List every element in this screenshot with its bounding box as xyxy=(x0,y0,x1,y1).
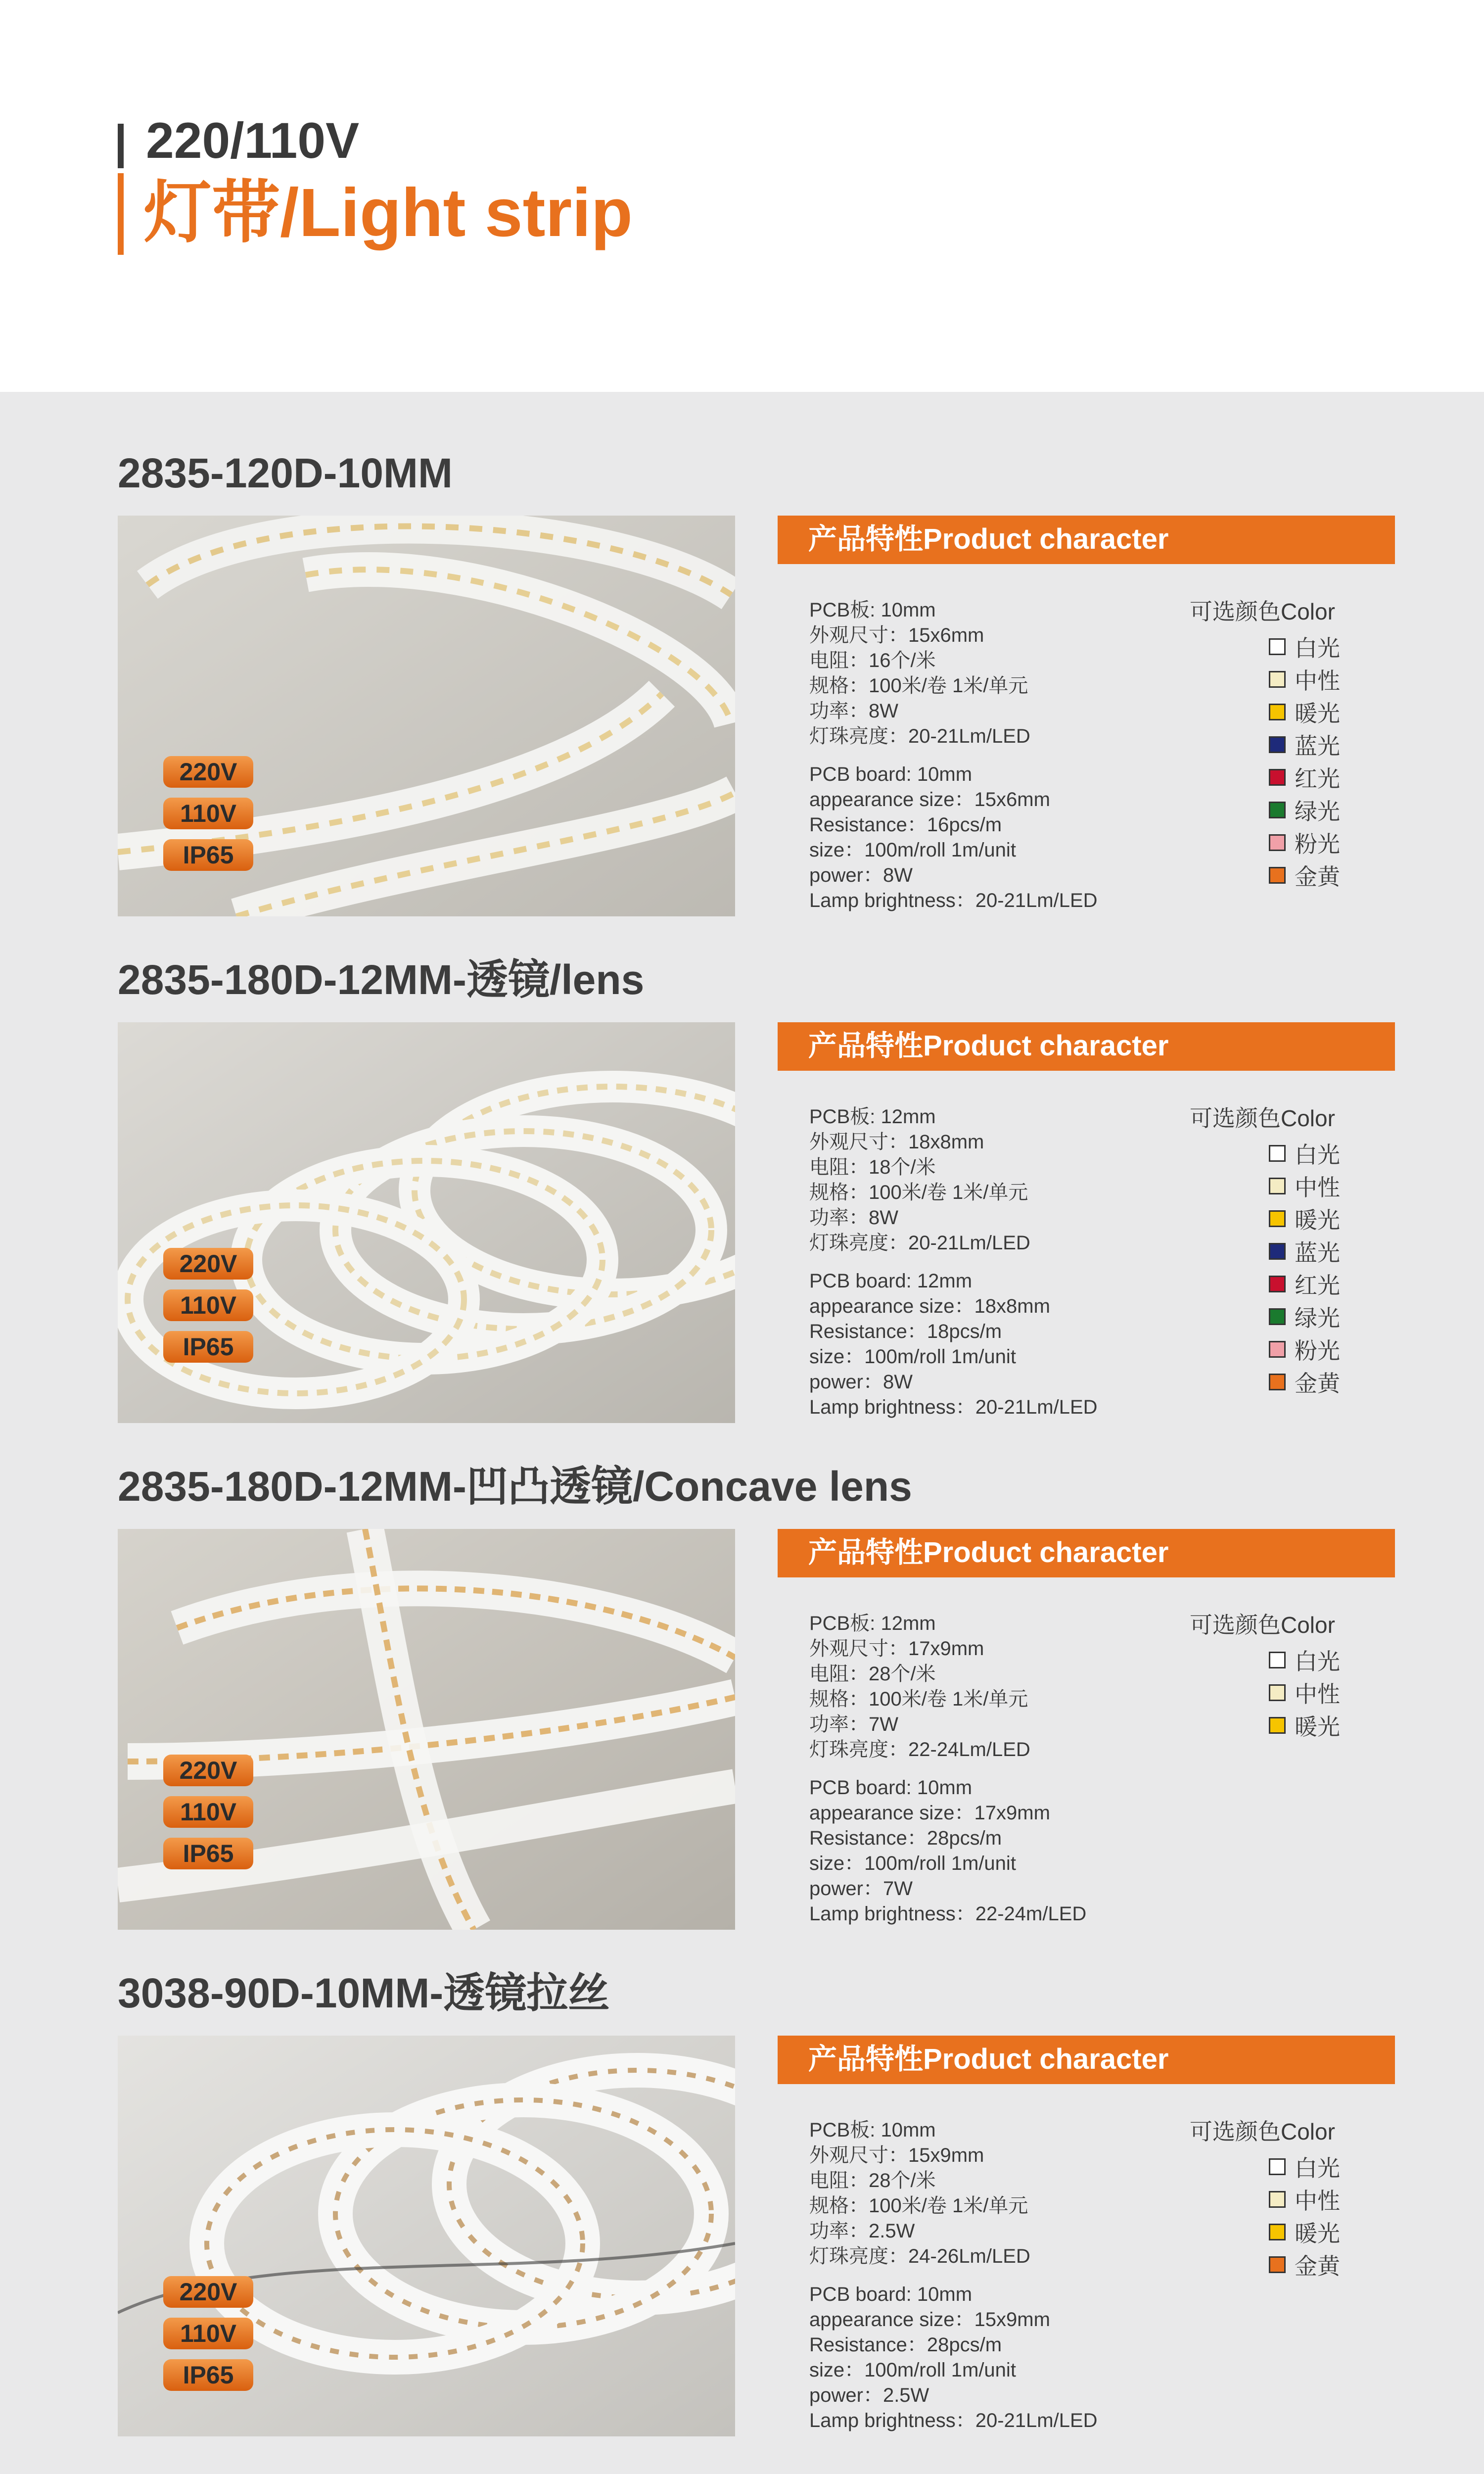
color-swatch-list xyxy=(1269,2150,1340,2281)
swatch-box xyxy=(1269,1652,1286,1668)
badge-ip65: IP65 xyxy=(163,839,253,871)
spec-cn-pcb: PCB板: 12mm xyxy=(809,1106,936,1128)
spec-en-resistance: Resistance：16pcs/m xyxy=(809,814,1002,836)
spec-en-size: appearance size：17x9mm xyxy=(809,1802,1050,1824)
badge-group xyxy=(163,1755,253,1879)
badge-110v: 110V xyxy=(163,2318,253,2349)
product-photo xyxy=(118,516,735,916)
spec-list xyxy=(809,598,1098,913)
header-title: 灯带/Light strip xyxy=(143,175,633,251)
product-title: 2835-180D-12MM-凹凸透镜/Concave lens xyxy=(118,1463,912,1510)
color-gold: 金黄 xyxy=(1269,859,1340,892)
spec-en-resistance: Resistance：18pcs/m xyxy=(809,1321,1002,1342)
color-swatch-list xyxy=(1269,630,1340,892)
badge-220v: 220V xyxy=(163,1755,253,1786)
spec-en-size: appearance size：15x6mm xyxy=(809,789,1050,810)
swatch-box xyxy=(1269,1684,1286,1701)
color-green: 绿光 xyxy=(1269,794,1340,826)
product-character-bar xyxy=(778,1529,1395,1577)
product-section-4 xyxy=(0,1969,1484,2474)
swatch-box xyxy=(1269,769,1286,786)
color-gold: 金黄 xyxy=(1269,2248,1340,2281)
badge-group xyxy=(163,1248,253,1373)
product-section-1 xyxy=(0,449,1484,956)
product-character-label: 产品特性Product character xyxy=(808,1030,1169,1062)
header-accent-bar-orange xyxy=(118,173,124,255)
spec-list xyxy=(809,1104,1098,1420)
color-white: 白光 xyxy=(1269,2150,1340,2183)
spec-en-resistance: Resistance：28pcs/m xyxy=(809,2334,1002,2356)
color-neutral: 中性 xyxy=(1269,1170,1340,1202)
color-red: 红光 xyxy=(1269,1268,1340,1300)
badge-220v: 220V xyxy=(163,2276,253,2308)
color-warm: 暖光 xyxy=(1269,1202,1340,1235)
spec-cn-resistance: 电阻：18个/米 xyxy=(809,1156,936,1178)
swatch-box xyxy=(1269,2224,1286,2240)
spec-cn-roll: 规格：100米/卷 1米/单元 xyxy=(809,1182,1028,1203)
color-options-title: 可选颜色Color xyxy=(1190,1612,1335,1638)
swatch-box xyxy=(1269,1308,1286,1325)
spec-en-power: power：7W xyxy=(809,1878,913,1900)
product-section-2 xyxy=(0,956,1484,1463)
spec-en-power: power：8W xyxy=(809,1371,913,1393)
color-warm: 暖光 xyxy=(1269,696,1340,728)
color-options-title: 可选颜色Color xyxy=(1190,1105,1335,1131)
badge-ip65: IP65 xyxy=(163,2359,253,2391)
product-section-3 xyxy=(0,1463,1484,1969)
swatch-box xyxy=(1269,1374,1286,1390)
product-character-bar xyxy=(778,1022,1395,1071)
swatch-box xyxy=(1269,2256,1286,2273)
color-warm: 暖光 xyxy=(1269,1709,1340,1742)
swatch-box xyxy=(1269,638,1286,655)
swatch-box xyxy=(1269,2191,1286,2208)
badge-group xyxy=(163,756,253,881)
spec-en-brightness: Lamp brightness：22-24m/LED xyxy=(809,1903,1087,1925)
swatch-box xyxy=(1269,1145,1286,1162)
color-blue: 蓝光 xyxy=(1269,1235,1340,1268)
spec-cn-brightness: 灯珠亮度：20-21Lm/LED xyxy=(809,725,1030,747)
product-title: 3038-90D-10MM-透镜拉丝 xyxy=(118,1970,610,2016)
swatch-box xyxy=(1269,2158,1286,2175)
color-white: 白光 xyxy=(1269,1644,1340,1676)
color-red: 红光 xyxy=(1269,761,1340,794)
spec-cn-brightness: 灯珠亮度：24-26Lm/LED xyxy=(809,2245,1030,2267)
product-character-label: 产品特性Product character xyxy=(808,523,1169,555)
color-swatch-list xyxy=(1269,1644,1340,1742)
color-swatch-list xyxy=(1269,1137,1340,1398)
color-green: 绿光 xyxy=(1269,1300,1340,1333)
spec-cn-resistance: 电阻：28个/米 xyxy=(809,1663,936,1685)
product-photo xyxy=(118,1022,735,1423)
spec-cn-size: 外观尺寸：18x8mm xyxy=(809,1131,984,1153)
product-title: 2835-180D-12MM-透镜/lens xyxy=(118,956,645,1003)
swatch-box xyxy=(1269,867,1286,884)
swatch-box xyxy=(1269,834,1286,851)
spec-cn-size: 外观尺寸：15x6mm xyxy=(809,624,984,646)
spec-en-size: appearance size：15x9mm xyxy=(809,2309,1050,2331)
spec-cn-resistance: 电阻：28个/米 xyxy=(809,2170,936,2191)
badge-110v: 110V xyxy=(163,1796,253,1828)
color-warm: 暖光 xyxy=(1269,2216,1340,2248)
page-header xyxy=(0,0,1484,392)
spec-en-roll: size：100m/roll 1m/unit xyxy=(809,2359,1016,2381)
spec-cn-power: 功率：8W xyxy=(809,700,898,722)
swatch-box xyxy=(1269,1178,1286,1194)
spec-list xyxy=(809,1611,1086,1927)
spec-list xyxy=(809,2118,1098,2433)
product-title: 2835-120D-10MM xyxy=(118,450,453,496)
product-character-bar xyxy=(778,2036,1395,2084)
spec-en-roll: size：100m/roll 1m/unit xyxy=(809,1346,1016,1368)
product-photo xyxy=(118,1529,735,1930)
color-pink: 粉光 xyxy=(1269,826,1340,859)
header-voltage: 220/110V xyxy=(146,112,360,169)
swatch-box xyxy=(1269,802,1286,818)
badge-ip65: IP65 xyxy=(163,1331,253,1363)
color-blue: 蓝光 xyxy=(1269,728,1340,761)
swatch-box xyxy=(1269,1276,1286,1292)
spec-cn-power: 功率：7W xyxy=(809,1713,898,1735)
spec-cn-roll: 规格：100米/卷 1米/单元 xyxy=(809,1688,1028,1710)
product-photo xyxy=(118,2036,735,2436)
spec-en-roll: size：100m/roll 1m/unit xyxy=(809,839,1016,861)
spec-cn-pcb: PCB板: 12mm xyxy=(809,1613,936,1634)
spec-en-brightness: Lamp brightness：20-21Lm/LED xyxy=(809,1396,1098,1418)
spec-en-pcb: PCB board: 12mm xyxy=(809,1270,973,1292)
spec-cn-brightness: 灯珠亮度：22-24Lm/LED xyxy=(809,1739,1030,1760)
spec-en-resistance: Resistance：28pcs/m xyxy=(809,1827,1002,1849)
color-pink: 粉光 xyxy=(1269,1333,1340,1366)
spec-en-brightness: Lamp brightness：20-21Lm/LED xyxy=(809,2410,1098,2431)
badge-110v: 110V xyxy=(163,1289,253,1321)
swatch-box xyxy=(1269,1341,1286,1358)
swatch-box xyxy=(1269,1243,1286,1260)
product-character-label: 产品特性Product character xyxy=(808,2043,1169,2075)
spec-en-size: appearance size：18x8mm xyxy=(809,1295,1050,1317)
badge-ip65: IP65 xyxy=(163,1838,253,1869)
badge-220v: 220V xyxy=(163,756,253,788)
color-neutral: 中性 xyxy=(1269,663,1340,696)
spec-en-pcb: PCB board: 10mm xyxy=(809,763,973,785)
spec-cn-roll: 规格：100米/卷 1米/单元 xyxy=(809,675,1028,697)
spec-cn-power: 功率：2.5W xyxy=(809,2220,915,2242)
spec-cn-resistance: 电阻：16个/米 xyxy=(809,650,936,671)
color-white: 白光 xyxy=(1269,630,1340,663)
product-character-label: 产品特性Product character xyxy=(808,1536,1169,1569)
color-white: 白光 xyxy=(1269,1137,1340,1170)
spec-en-brightness: Lamp brightness：20-21Lm/LED xyxy=(809,890,1098,911)
spec-cn-roll: 规格：100米/卷 1米/单元 xyxy=(809,2195,1028,2217)
spec-cn-size: 外观尺寸：15x9mm xyxy=(809,2144,984,2166)
spec-cn-size: 外观尺寸：17x9mm xyxy=(809,1638,984,1660)
color-options-title: 可选颜色Color xyxy=(1190,2119,1335,2144)
spec-en-power: power：2.5W xyxy=(809,2384,929,2406)
spec-en-pcb: PCB board: 10mm xyxy=(809,2284,973,2305)
spec-en-pcb: PCB board: 10mm xyxy=(809,1777,973,1799)
swatch-box xyxy=(1269,736,1286,753)
badge-220v: 220V xyxy=(163,1248,253,1280)
color-neutral: 中性 xyxy=(1269,1676,1340,1709)
badge-110v: 110V xyxy=(163,798,253,829)
badge-group xyxy=(163,2276,253,2401)
color-gold: 金黄 xyxy=(1269,1366,1340,1398)
spec-en-roll: size：100m/roll 1m/unit xyxy=(809,1853,1016,1874)
spec-cn-power: 功率：8W xyxy=(809,1207,898,1229)
spec-cn-pcb: PCB板: 10mm xyxy=(809,599,936,621)
color-options-title: 可选颜色Color xyxy=(1190,599,1335,624)
swatch-box xyxy=(1269,1210,1286,1227)
swatch-box xyxy=(1269,704,1286,720)
swatch-box xyxy=(1269,671,1286,688)
header-accent-bar-dark xyxy=(118,124,124,168)
spec-cn-brightness: 灯珠亮度：20-21Lm/LED xyxy=(809,1232,1030,1254)
product-character-bar xyxy=(778,516,1395,564)
color-neutral: 中性 xyxy=(1269,2183,1340,2216)
spec-en-power: power：8W xyxy=(809,864,913,886)
spec-cn-pcb: PCB板: 10mm xyxy=(809,2119,936,2141)
swatch-box xyxy=(1269,1717,1286,1734)
